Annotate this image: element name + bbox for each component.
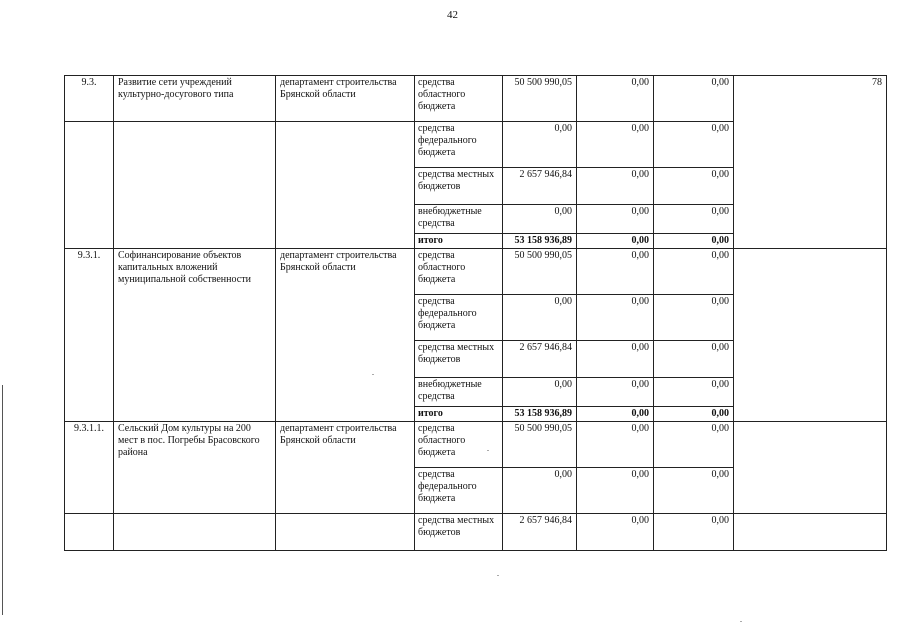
amount-year-1: 0,00 [503,205,577,234]
amount-year-1: 2 657 946,84 [503,514,577,551]
funding-source: средства федерального бюджета [415,468,503,514]
funding-source: средства федерального бюджета [415,122,503,168]
executor-cell: департамент строительства Брянской области [276,76,415,122]
funding-source: итого [415,407,503,422]
table-row [65,249,887,295]
funding-source: средства областного бюджета [415,422,503,468]
funding-source: средства местных бюджетов [415,168,503,205]
amount-year-3: 0,00 [654,249,734,295]
amount-year-3: 0,00 [654,76,734,122]
indicator-cell [734,249,887,422]
executor-cell: департамент строительства Брянской области [276,422,415,514]
amount-year-2: 0,00 [577,122,654,168]
amount-year-3: 0,00 [654,407,734,422]
amount-year-3: 0,00 [654,468,734,514]
executor-cell [276,514,415,551]
page-number: 42 [447,9,458,21]
amount-year-3: 0,00 [654,378,734,407]
amount-year-1: 0,00 [503,468,577,514]
item-title: Развитие сети учреждений культурно-досугового типа [114,76,276,122]
scan-speck [487,450,489,451]
amount-year-1: 53 158 936,89 [503,234,577,249]
amount-year-3: 0,00 [654,341,734,378]
amount-year-2: 0,00 [577,514,654,551]
scan-speck [497,575,499,576]
amount-year-2: 0,00 [577,205,654,234]
amount-year-2: 0,00 [577,168,654,205]
item-code [65,514,114,551]
item-code: 9.3.1. [65,249,114,422]
amount-year-2: 0,00 [577,234,654,249]
item-title [114,122,276,249]
amount-year-1: 2 657 946,84 [503,168,577,205]
funding-source: внебюджетные средства [415,205,503,234]
funding-source: средства местных бюджетов [415,514,503,551]
item-code: 9.3. [65,76,114,122]
table-row [65,514,887,551]
table-row [65,422,887,468]
amount-year-2: 0,00 [577,422,654,468]
funding-source: внебюджетные средства [415,378,503,407]
amount-year-1: 0,00 [503,295,577,341]
amount-year-1: 50 500 990,05 [503,422,577,468]
amount-year-1: 50 500 990,05 [503,76,577,122]
funding-source: итого [415,234,503,249]
indicator-cell: 78 [734,76,887,249]
item-title: Софинансирование объектов капитальных вложений муниципальной собственности [114,249,276,422]
item-title: Сельский Дом культуры на 200 мест в пос. Погребы Брасовского района [114,422,276,514]
amount-year-3: 0,00 [654,122,734,168]
scan-speck [372,374,374,375]
amount-year-2: 0,00 [577,378,654,407]
amount-year-2: 0,00 [577,249,654,295]
funding-source: средства федерального бюджета [415,295,503,341]
executor-cell: департамент строительства Брянской области [276,249,415,422]
budget-table [64,75,887,551]
amount-year-1: 2 657 946,84 [503,341,577,378]
scan-speck [740,621,742,622]
amount-year-1: 50 500 990,05 [503,249,577,295]
table-row [65,76,887,122]
executor-cell [276,122,415,249]
funding-source: средства местных бюджетов [415,341,503,378]
amount-year-3: 0,00 [654,514,734,551]
indicator-cell [734,514,887,551]
amount-year-3: 0,00 [654,234,734,249]
scan-edge-line [2,385,3,615]
amount-year-2: 0,00 [577,76,654,122]
funding-source: средства областного бюджета [415,76,503,122]
amount-year-3: 0,00 [654,205,734,234]
item-title [114,514,276,551]
amount-year-3: 0,00 [654,168,734,205]
item-code [65,122,114,249]
indicator-cell [734,422,887,514]
amount-year-1: 0,00 [503,378,577,407]
amount-year-2: 0,00 [577,468,654,514]
amount-year-1: 0,00 [503,122,577,168]
amount-year-1: 53 158 936,89 [503,407,577,422]
item-code: 9.3.1.1. [65,422,114,514]
amount-year-3: 0,00 [654,295,734,341]
amount-year-2: 0,00 [577,341,654,378]
funding-source: средства областного бюджета [415,249,503,295]
amount-year-3: 0,00 [654,422,734,468]
amount-year-2: 0,00 [577,407,654,422]
amount-year-2: 0,00 [577,295,654,341]
